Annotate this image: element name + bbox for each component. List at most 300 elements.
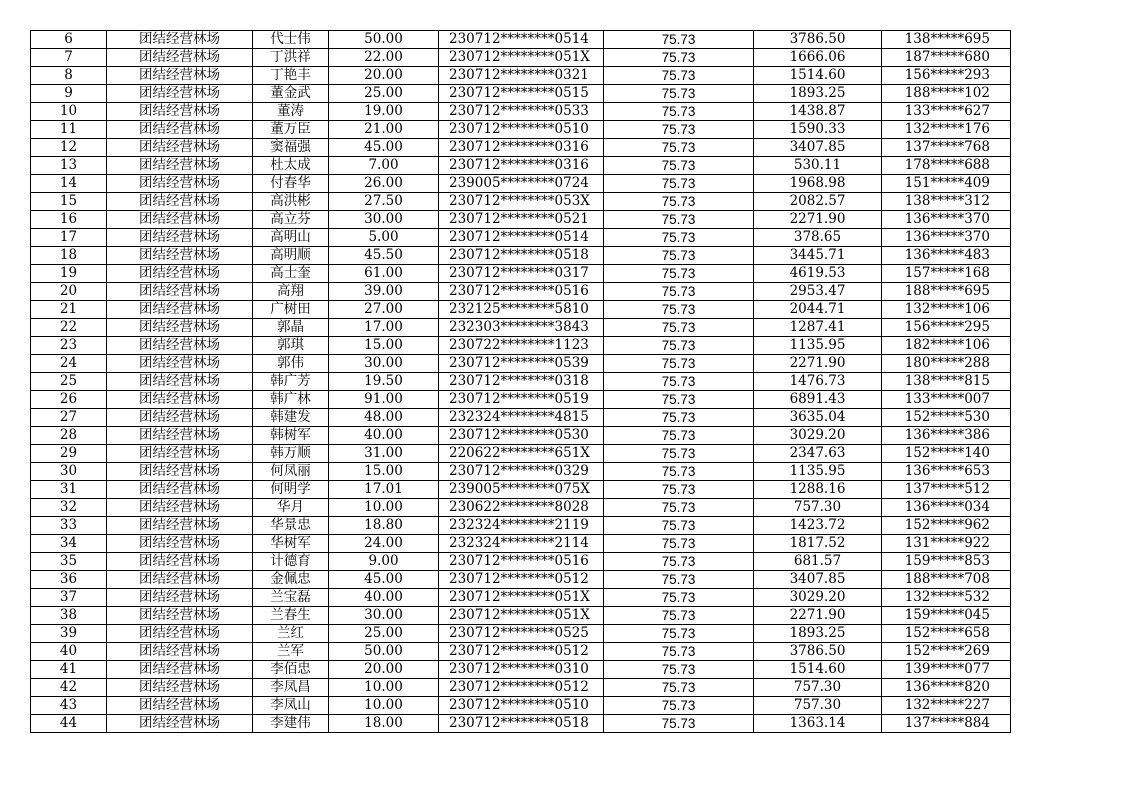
area-value-cell: 20.00 [329,67,439,85]
person-name-cell: 李建伟 [253,715,329,733]
row-index-cell: 44 [31,715,107,733]
row-index-cell: 39 [31,625,107,643]
rate-value-cell: 75.73 [604,211,754,229]
row-index-cell: 20 [31,283,107,301]
id-number-cell: 230712********051X [439,49,604,67]
table-body [31,31,1011,733]
phone-number-cell: 159*****853 [882,553,1011,571]
amount-value-cell: 1514.60 [754,67,882,85]
id-number-cell: 230712********0316 [439,139,604,157]
id-number-cell: 230722********1123 [439,337,604,355]
rate-value-cell: 75.73 [604,643,754,661]
table-row [31,85,1011,103]
rate-value-cell: 75.73 [604,67,754,85]
person-name-cell: 付春华 [253,175,329,193]
phone-number-cell: 137*****512 [882,481,1011,499]
unit-name-cell: 团结经营林场 [107,301,253,319]
rate-value-cell: 75.73 [604,301,754,319]
amount-value-cell: 2953.47 [754,283,882,301]
rate-value-cell: 75.73 [604,319,754,337]
id-number-cell: 230712********0318 [439,373,604,391]
phone-number-cell: 132*****532 [882,589,1011,607]
table-row [31,247,1011,265]
table-row [31,337,1011,355]
amount-value-cell: 1514.60 [754,661,882,679]
amount-value-cell: 378.65 [754,229,882,247]
area-value-cell: 10.00 [329,679,439,697]
rate-value-cell: 75.73 [604,391,754,409]
rate-value-cell: 75.73 [604,535,754,553]
phone-number-cell: 152*****530 [882,409,1011,427]
person-name-cell: 韩建发 [253,409,329,427]
amount-value-cell: 3635.04 [754,409,882,427]
person-name-cell: 韩广林 [253,391,329,409]
area-value-cell: 10.00 [329,499,439,517]
phone-number-cell: 157*****168 [882,265,1011,283]
phone-number-cell: 136*****370 [882,229,1011,247]
phone-number-cell: 187*****680 [882,49,1011,67]
id-number-cell: 232324********2119 [439,517,604,535]
person-name-cell: 华树军 [253,535,329,553]
unit-name-cell: 团结经营林场 [107,247,253,265]
unit-name-cell: 团结经营林场 [107,193,253,211]
row-index-cell: 40 [31,643,107,661]
person-name-cell: 兰宝磊 [253,589,329,607]
person-name-cell: 华景忠 [253,517,329,535]
table-row [31,679,1011,697]
table-row [31,517,1011,535]
row-index-cell: 43 [31,697,107,715]
person-name-cell: 杜太成 [253,157,329,175]
phone-number-cell: 152*****658 [882,625,1011,643]
id-number-cell: 230712********0519 [439,391,604,409]
table-row [31,409,1011,427]
table-row [31,49,1011,67]
id-number-cell: 230712********0518 [439,715,604,733]
id-number-cell: 230712********0539 [439,355,604,373]
amount-value-cell: 3029.20 [754,427,882,445]
table-row [31,193,1011,211]
rate-value-cell: 75.73 [604,715,754,733]
id-number-cell: 232324********4815 [439,409,604,427]
table-row [31,283,1011,301]
row-index-cell: 9 [31,85,107,103]
id-number-cell: 232125********5810 [439,301,604,319]
area-value-cell: 25.00 [329,85,439,103]
unit-name-cell: 团结经营林场 [107,319,253,337]
id-number-cell: 230712********0317 [439,265,604,283]
phone-number-cell: 137*****768 [882,139,1011,157]
area-value-cell: 45.00 [329,139,439,157]
rate-value-cell: 75.73 [604,445,754,463]
table-row [31,697,1011,715]
table-row [31,715,1011,733]
unit-name-cell: 团结经营林场 [107,283,253,301]
rate-value-cell: 75.73 [604,463,754,481]
id-number-cell: 230712********0310 [439,661,604,679]
row-index-cell: 8 [31,67,107,85]
phone-number-cell: 132*****106 [882,301,1011,319]
phone-number-cell: 136*****653 [882,463,1011,481]
row-index-cell: 26 [31,391,107,409]
amount-value-cell: 1968.98 [754,175,882,193]
phone-number-cell: 136*****386 [882,427,1011,445]
phone-number-cell: 136*****483 [882,247,1011,265]
subsidy-table [30,30,1011,733]
amount-value-cell: 1135.95 [754,463,882,481]
area-value-cell: 21.00 [329,121,439,139]
rate-value-cell: 75.73 [604,229,754,247]
id-number-cell: 230712********051X [439,589,604,607]
row-index-cell: 7 [31,49,107,67]
area-value-cell: 9.00 [329,553,439,571]
amount-value-cell: 1363.14 [754,715,882,733]
area-value-cell: 91.00 [329,391,439,409]
row-index-cell: 22 [31,319,107,337]
phone-number-cell: 152*****269 [882,643,1011,661]
area-value-cell: 31.00 [329,445,439,463]
table-row [31,103,1011,121]
row-index-cell: 19 [31,265,107,283]
unit-name-cell: 团结经营林场 [107,679,253,697]
amount-value-cell: 2044.71 [754,301,882,319]
amount-value-cell: 1893.25 [754,85,882,103]
row-index-cell: 38 [31,607,107,625]
amount-value-cell: 1287.41 [754,319,882,337]
area-value-cell: 17.00 [329,319,439,337]
area-value-cell: 15.00 [329,463,439,481]
person-name-cell: 高立芬 [253,211,329,229]
amount-value-cell: 1288.16 [754,481,882,499]
phone-number-cell: 156*****293 [882,67,1011,85]
area-value-cell: 50.00 [329,31,439,49]
unit-name-cell: 团结经营林场 [107,355,253,373]
amount-value-cell: 1893.25 [754,625,882,643]
phone-number-cell: 136*****820 [882,679,1011,697]
rate-value-cell: 75.73 [604,517,754,535]
person-name-cell: 计德育 [253,553,329,571]
id-number-cell: 232324********2114 [439,535,604,553]
table-row [31,643,1011,661]
unit-name-cell: 团结经营林场 [107,661,253,679]
rate-value-cell: 75.73 [604,265,754,283]
id-number-cell: 230712********0518 [439,247,604,265]
row-index-cell: 12 [31,139,107,157]
amount-value-cell: 3029.20 [754,589,882,607]
row-index-cell: 17 [31,229,107,247]
rate-value-cell: 75.73 [604,49,754,67]
person-name-cell: 兰春生 [253,607,329,625]
id-number-cell: 230712********053X [439,193,604,211]
area-value-cell: 19.50 [329,373,439,391]
table-row [31,211,1011,229]
rate-value-cell: 75.73 [604,193,754,211]
id-number-cell: 230712********0530 [439,427,604,445]
area-value-cell: 24.00 [329,535,439,553]
rate-value-cell: 75.73 [604,679,754,697]
row-index-cell: 14 [31,175,107,193]
unit-name-cell: 团结经营林场 [107,463,253,481]
row-index-cell: 32 [31,499,107,517]
row-index-cell: 41 [31,661,107,679]
person-name-cell: 丁艳丰 [253,67,329,85]
table-row [31,157,1011,175]
unit-name-cell: 团结经营林场 [107,535,253,553]
table-row [31,31,1011,49]
id-number-cell: 239005********075X [439,481,604,499]
amount-value-cell: 681.57 [754,553,882,571]
table-row [31,571,1011,589]
area-value-cell: 27.00 [329,301,439,319]
person-name-cell: 韩广芳 [253,373,329,391]
area-value-cell: 48.00 [329,409,439,427]
unit-name-cell: 团结经营林场 [107,517,253,535]
person-name-cell: 何凤丽 [253,463,329,481]
id-number-cell: 230712********0512 [439,643,604,661]
person-name-cell: 郭伟 [253,355,329,373]
unit-name-cell: 团结经营林场 [107,571,253,589]
unit-name-cell: 团结经营林场 [107,697,253,715]
table-row [31,355,1011,373]
row-index-cell: 27 [31,409,107,427]
id-number-cell: 220622********651X [439,445,604,463]
rate-value-cell: 75.73 [604,121,754,139]
row-index-cell: 35 [31,553,107,571]
amount-value-cell: 1476.73 [754,373,882,391]
amount-value-cell: 1135.95 [754,337,882,355]
phone-number-cell: 180*****288 [882,355,1011,373]
amount-value-cell: 2271.90 [754,607,882,625]
person-name-cell: 代士伟 [253,31,329,49]
row-index-cell: 21 [31,301,107,319]
row-index-cell: 34 [31,535,107,553]
area-value-cell: 18.00 [329,715,439,733]
table-row [31,301,1011,319]
id-number-cell: 230712********0525 [439,625,604,643]
table-row [31,535,1011,553]
unit-name-cell: 团结经营林场 [107,211,253,229]
rate-value-cell: 75.73 [604,409,754,427]
area-value-cell: 20.00 [329,661,439,679]
phone-number-cell: 156*****295 [882,319,1011,337]
area-value-cell: 5.00 [329,229,439,247]
row-index-cell: 15 [31,193,107,211]
unit-name-cell: 团结经营林场 [107,445,253,463]
table-row [31,391,1011,409]
amount-value-cell: 530.11 [754,157,882,175]
area-value-cell: 18.80 [329,517,439,535]
id-number-cell: 230712********0515 [439,85,604,103]
unit-name-cell: 团结经营林场 [107,265,253,283]
unit-name-cell: 团结经营林场 [107,67,253,85]
person-name-cell: 郭琪 [253,337,329,355]
phone-number-cell: 138*****695 [882,31,1011,49]
table-row [31,67,1011,85]
unit-name-cell: 团结经营林场 [107,337,253,355]
row-index-cell: 10 [31,103,107,121]
area-value-cell: 10.00 [329,697,439,715]
amount-value-cell: 3786.50 [754,643,882,661]
table-row [31,121,1011,139]
row-index-cell: 6 [31,31,107,49]
area-value-cell: 61.00 [329,265,439,283]
table-row [31,319,1011,337]
unit-name-cell: 团结经营林场 [107,589,253,607]
row-index-cell: 42 [31,679,107,697]
rate-value-cell: 75.73 [604,103,754,121]
unit-name-cell: 团结经营林场 [107,499,253,517]
unit-name-cell: 团结经营林场 [107,121,253,139]
rate-value-cell: 75.73 [604,589,754,607]
id-number-cell: 232303********3843 [439,319,604,337]
table-row [31,427,1011,445]
person-name-cell: 窦福强 [253,139,329,157]
phone-number-cell: 138*****815 [882,373,1011,391]
rate-value-cell: 75.73 [604,661,754,679]
phone-number-cell: 188*****695 [882,283,1011,301]
area-value-cell: 45.00 [329,571,439,589]
person-name-cell: 李凤山 [253,697,329,715]
amount-value-cell: 3407.85 [754,571,882,589]
unit-name-cell: 团结经营林场 [107,481,253,499]
amount-value-cell: 3445.71 [754,247,882,265]
phone-number-cell: 188*****708 [882,571,1011,589]
row-index-cell: 29 [31,445,107,463]
phone-number-cell: 138*****312 [882,193,1011,211]
amount-value-cell: 1817.52 [754,535,882,553]
phone-number-cell: 188*****102 [882,85,1011,103]
amount-value-cell: 1666.06 [754,49,882,67]
area-value-cell: 22.00 [329,49,439,67]
row-index-cell: 31 [31,481,107,499]
person-name-cell: 郭晶 [253,319,329,337]
rate-value-cell: 75.73 [604,373,754,391]
person-name-cell: 高明顺 [253,247,329,265]
rate-value-cell: 75.73 [604,337,754,355]
id-number-cell: 230712********0516 [439,283,604,301]
row-index-cell: 36 [31,571,107,589]
person-name-cell: 董涛 [253,103,329,121]
unit-name-cell: 团结经营林场 [107,49,253,67]
amount-value-cell: 1590.33 [754,121,882,139]
person-name-cell: 华月 [253,499,329,517]
id-number-cell: 230712********0329 [439,463,604,481]
amount-value-cell: 2271.90 [754,211,882,229]
person-name-cell: 金佩忠 [253,571,329,589]
amount-value-cell: 757.30 [754,679,882,697]
amount-value-cell: 4619.53 [754,265,882,283]
id-number-cell: 230712********0512 [439,679,604,697]
rate-value-cell: 75.73 [604,499,754,517]
phone-number-cell: 139*****077 [882,661,1011,679]
unit-name-cell: 团结经营林场 [107,139,253,157]
unit-name-cell: 团结经营林场 [107,157,253,175]
person-name-cell: 董金武 [253,85,329,103]
id-number-cell: 230712********051X [439,607,604,625]
phone-number-cell: 178*****688 [882,157,1011,175]
table-row [31,373,1011,391]
table-row [31,607,1011,625]
amount-value-cell: 1438.87 [754,103,882,121]
table-row [31,463,1011,481]
person-name-cell: 李佰忠 [253,661,329,679]
row-index-cell: 23 [31,337,107,355]
row-index-cell: 30 [31,463,107,481]
amount-value-cell: 1423.72 [754,517,882,535]
rate-value-cell: 75.73 [604,697,754,715]
table-row [31,265,1011,283]
phone-number-cell: 132*****227 [882,697,1011,715]
id-number-cell: 230712********0533 [439,103,604,121]
rate-value-cell: 75.73 [604,283,754,301]
phone-number-cell: 152*****140 [882,445,1011,463]
row-index-cell: 28 [31,427,107,445]
area-value-cell: 17.01 [329,481,439,499]
id-number-cell: 230712********0514 [439,229,604,247]
unit-name-cell: 团结经营林场 [107,607,253,625]
phone-number-cell: 137*****884 [882,715,1011,733]
id-number-cell: 230712********0510 [439,697,604,715]
id-number-cell: 230712********0510 [439,121,604,139]
phone-number-cell: 133*****007 [882,391,1011,409]
amount-value-cell: 757.30 [754,697,882,715]
rate-value-cell: 75.73 [604,85,754,103]
table-row [31,553,1011,571]
phone-number-cell: 136*****034 [882,499,1011,517]
area-value-cell: 19.00 [329,103,439,121]
unit-name-cell: 团结经营林场 [107,553,253,571]
row-index-cell: 25 [31,373,107,391]
row-index-cell: 11 [31,121,107,139]
area-value-cell: 45.50 [329,247,439,265]
row-index-cell: 24 [31,355,107,373]
amount-value-cell: 2271.90 [754,355,882,373]
unit-name-cell: 团结经营林场 [107,715,253,733]
table-row [31,625,1011,643]
rate-value-cell: 75.73 [604,625,754,643]
phone-number-cell: 132*****176 [882,121,1011,139]
id-number-cell: 239005********0724 [439,175,604,193]
table-row [31,661,1011,679]
person-name-cell: 兰红 [253,625,329,643]
area-value-cell: 30.00 [329,211,439,229]
rate-value-cell: 75.73 [604,553,754,571]
id-number-cell: 230712********0316 [439,157,604,175]
unit-name-cell: 团结经营林场 [107,229,253,247]
person-name-cell: 李凤昌 [253,679,329,697]
rate-value-cell: 75.73 [604,481,754,499]
row-index-cell: 18 [31,247,107,265]
rate-value-cell: 75.73 [604,427,754,445]
unit-name-cell: 团结经营林场 [107,85,253,103]
person-name-cell: 高洪彬 [253,193,329,211]
rate-value-cell: 75.73 [604,607,754,625]
id-number-cell: 230712********0512 [439,571,604,589]
rate-value-cell: 75.73 [604,31,754,49]
unit-name-cell: 团结经营林场 [107,373,253,391]
id-number-cell: 230712********0321 [439,67,604,85]
person-name-cell: 丁洪祥 [253,49,329,67]
table-row [31,445,1011,463]
person-name-cell: 韩树军 [253,427,329,445]
row-index-cell: 13 [31,157,107,175]
amount-value-cell: 3407.85 [754,139,882,157]
person-name-cell: 高明山 [253,229,329,247]
unit-name-cell: 团结经营林场 [107,625,253,643]
table-row [31,589,1011,607]
row-index-cell: 37 [31,589,107,607]
person-name-cell: 高翔 [253,283,329,301]
